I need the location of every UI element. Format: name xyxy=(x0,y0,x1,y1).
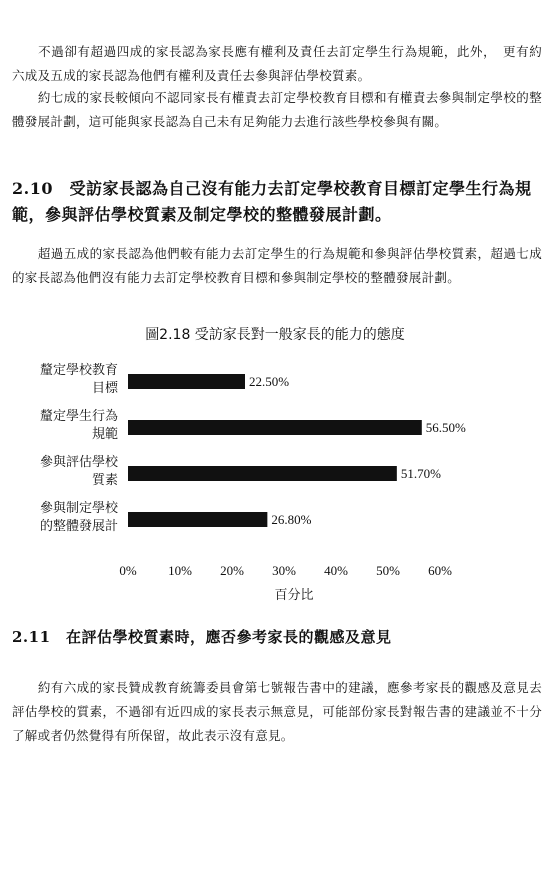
value-label: 26.80% xyxy=(271,512,312,527)
x-axis-label: 百分比 xyxy=(274,587,314,602)
bar-chart xyxy=(0,360,550,610)
bar xyxy=(128,420,422,435)
x-tick-label: 10% xyxy=(168,563,192,578)
section-heading-2-11: 2.11 在評估學校質素時，應否參考家長的觀感及意見 xyxy=(12,628,392,646)
paragraph-3: 超過五成的家長認為他們較有能力去訂定學生的行為規範和參與評估學校質素，超過七成的家長認為他們沒有能力去訂定學校教育目標和參與制定學校的整體發展計劃。 xyxy=(12,246,542,285)
section-heading-2-10: 2.10 受訪家長認為自己沒有能力去訂定學校教育目標訂定學生行為規範，參與評估學校質素及制定學校的整體發展計劃。 xyxy=(12,179,532,224)
value-label: 56.50% xyxy=(425,420,466,435)
paragraph-1: 不過卻有超過四成的家長認為家長應有權利及責任去訂定學生行為規範，此外， 更有約六成及五成的家長認為他們有權利及責任去參與評估學校質素。 xyxy=(12,44,542,83)
chart-title: 圖2.18 受訪家長對一般家長的能力的態度 xyxy=(145,327,405,343)
x-tick-label: 50% xyxy=(376,563,400,578)
category-label: 參與評估學校質素 xyxy=(39,455,118,488)
bar xyxy=(128,466,397,481)
category-label: 釐定學生行為規範 xyxy=(39,409,118,442)
paragraph-4: 約有六成的家長贊成教育統籌委員會第七號報告書中的建議，應參考家長的觀感及意見去評估學校的質素，不過卻有近四成的家長表示無意見，可能部份家長對報告書的建議並不十分了解或者仍然覺得有所保留，故此表示沒有意見。 xyxy=(12,680,542,743)
x-tick-label: 20% xyxy=(220,563,244,578)
category-label: 釐定學校教育目標 xyxy=(39,363,118,396)
bar xyxy=(128,512,267,527)
category-label: 參與制定學校的整體發展計 xyxy=(39,501,118,534)
value-label: 51.70% xyxy=(400,466,441,481)
x-tick-label: 30% xyxy=(272,563,296,578)
value-label: 22.50% xyxy=(249,374,290,389)
bar xyxy=(128,374,245,389)
x-tick-label: 0% xyxy=(119,563,137,578)
paragraph-2: 約七成的家長較傾向不認同家長有權責去訂定學校教育目標和有權責去參與制定學校的整體發展計劃，這可能與家長認為自己未有足夠能力去進行該些學校參與有關。 xyxy=(12,90,542,129)
x-tick-label: 60% xyxy=(428,563,452,578)
x-tick-label: 40% xyxy=(324,563,348,578)
